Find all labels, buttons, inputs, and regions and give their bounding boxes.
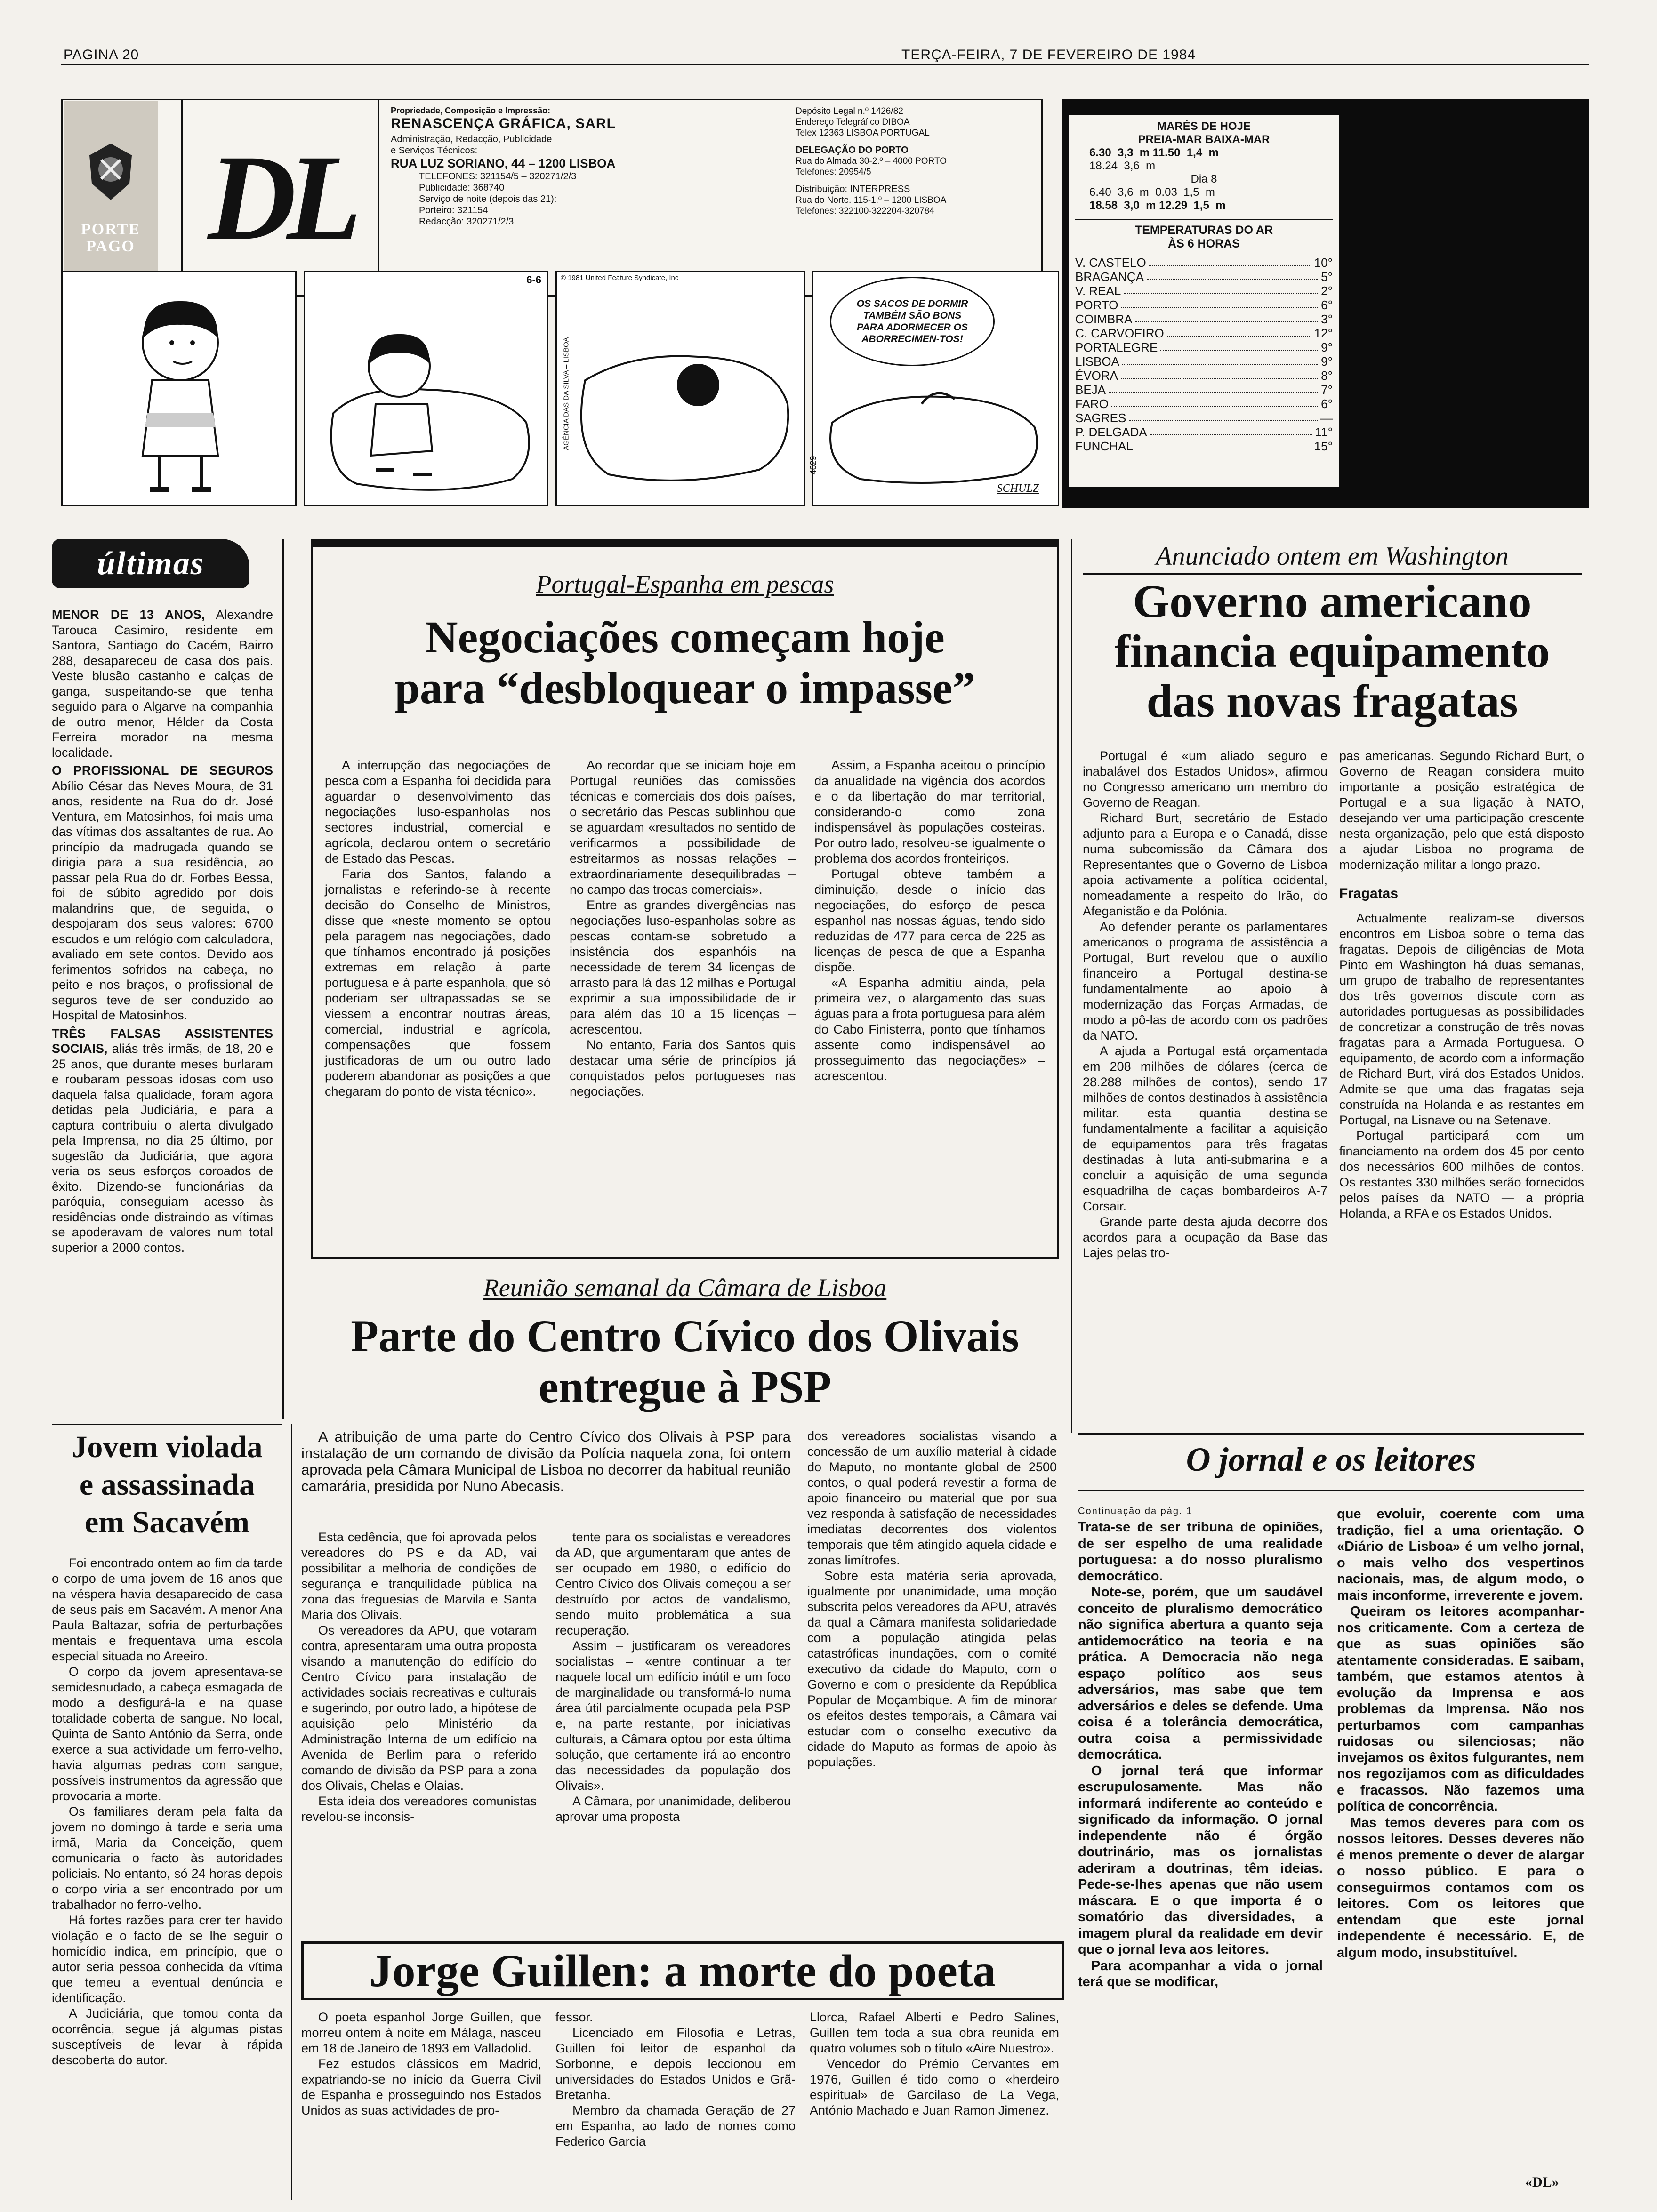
washington-col-1: Portugal é «um aliado seguro e inabalável dos Estados Unidos», afirmou no Congresso americano um membro do Governo de Reagan. Richard Burt, secretário de Estado adjunto para a Europa e o Canadá, disse numa subcomissão da Câmara dos Representantes que o Governo de Lisboa apoia activamente a política ocidental, nomeadamente a respeito do Irão, do Afeganistão e da Polónia. Ao defender perante os parlamentares americanos o programa de assistência a Portugal, Burt revelou que o auxílio financeiro a Portugal destina-se fundamentalmente ao apoio à modernização das Forças Armadas, de modo a pô-las de acordo com os padrões da NATO. A ajuda a Portugal está orçamentada em 208 milhões de dólares (cerca de 28.288 milhões de contos), sendo 17 milhões de contos destinados à assistência militar. esta quantia destina-se fundamentalmente a facilitar a aquisição de equipamentos para três fragatas destinadas à luta anti-submarina e a concluir a aquisição de uma segunda esquadrilha de caças bombardeiros A-7 Corsair. Grande parte desta ajuda decorre dos acordos para a ocupação da Base das Lajes pelas tro- bbox=[1083, 749, 1327, 1260]
speech-bubble bbox=[830, 277, 995, 366]
temp-row: BRAGANÇA 5° bbox=[1075, 270, 1333, 284]
ultimas-banner-text: últimas bbox=[97, 545, 204, 582]
tides-subtitle: PREIA-MAR BAIXA-MAR bbox=[1138, 133, 1270, 146]
legal-info: Depósito Legal n.º 1426/82 Endereço Telegráfico DIBOA Telex 12363 LISBOA PORTUGAL bbox=[796, 106, 930, 138]
masthead-owner-info bbox=[391, 106, 781, 292]
temp-row: V. REAL 2° bbox=[1075, 284, 1333, 298]
tides-row: 6.40 3,6 m 0.03 1,5 m bbox=[1089, 186, 1215, 199]
guillen-col-1: O poeta espanhol Jorge Guillen, que morreu ontem à noite em Málaga, nasceu em 18 de Janeiro de 1893 em Valladolid. Fez estudos clássicos em Madrid, expatriando-se no início da Guerra Civil de Espanha e prosseguindo nos Estados Unidos as suas actividades de pro- bbox=[301, 2010, 541, 2117]
tides-row: Dia 8 bbox=[1190, 173, 1217, 185]
porte-pago-label: PORTE PAGO bbox=[81, 221, 140, 255]
main-address: RUA LUZ SORIANO, 44 – 1200 LISBOA bbox=[391, 156, 616, 170]
temperatures-title: TEMPERATURAS DO AR ÀS 6 HORAS bbox=[1075, 219, 1333, 251]
sleeping-bag-icon bbox=[557, 272, 806, 507]
pescas-kicker: Portugal-Espanha em pescas bbox=[536, 570, 834, 598]
leitores-col-1: Trata-se de ser tribuna de opiniões, de ser espelho de uma realidade portuguesa: a do nosso pluralismo democrático. Note-se, porém, que um saudável conceito de pluralismo democrático não significa abertura a quanto seja antidemocrático na teoria e na prática. A Democracia não nega espaço político aos seus adversários, mas sabe que tem adversários e deles se defende. Uma coisa é a tolerância democrática, outra coisa a permissividade democrática. O jornal terá que informar escrupulosamente. Mas não informará indiferente ao conteúdo e significado da informação. O jornal independente não é órgão doutrinário, mas os jornalistas aderiram a doutrinas, têm ideias. Pede-se-lhes apenas que não usem máscara. E o que importa é o somatório das diversidades, a imagem plural da realidade em devir que o jornal leva aos leitores. Para acompanhar a vida o jornal terá que se modificar, bbox=[1078, 1520, 1323, 1989]
guillen-headline: Jorge Guillen: a morte do poeta bbox=[369, 1945, 996, 1996]
page-number: PAGINA 20 bbox=[64, 47, 139, 63]
sacavem-headline: Jovem violada e assassinada em Sacavém bbox=[72, 1430, 263, 1539]
temp-row: C. CARVOEIRO 12° bbox=[1075, 326, 1333, 340]
pescas-col-1: A interrupção das negociações de pesca com a Espanha foi decidida para aguardar o desenvolvimento das negociações luso-espanholas nos sectores industrial, comercial e agrícola, declarou ontem o secretário de Estado das Pescas. Faria dos Santos, falando a jornalistas e referindo-se à recente decisão do Conselho de Ministros, disse que «neste momento se optou pela paragem nas negociações, dado que tínhamos encontrado já posições extremas em relação à parte portuguesa e à parte espanhola, que só poderiam ser ultrapassadas se se viessem a encontrar noutras áreas, comercial, industrial e agrícola, compensações que fossem justificadoras de um ou outro lado poderem abandonar as posições a que chegaram do ponto de vista técnico». bbox=[325, 758, 551, 1098]
ultimas-item: TRÊS FALSAS ASSISTENTES SOCIAIS, aliás três irmãs, de 18, 20 e 25 anos, que durante meses burlaram e roubaram pessoas idosas com uso daquela falsa qualidade, foram agora detidas pela Judiciária, e para a captura contribuiu o alerta divulgado pela Imprensa, no dia 25 último, por sugestão da Judiciária, que agora veria os seus esforços coroados de êxito. Dizendo-se funcionárias da paróquia, conseguiam acesso às residências onde distraindo as vítimas se apoderavam de valores num total superior a 2000 contos. bbox=[52, 1026, 273, 1255]
column-rule bbox=[282, 539, 284, 1419]
temp-row: COIMBRA 3° bbox=[1075, 312, 1333, 326]
comic-agency: AGÊNCIA DAS DA SILVA – LISBOA bbox=[562, 337, 571, 450]
leitores-signature: «DL» bbox=[1525, 2174, 1559, 2190]
ultimas-banner bbox=[52, 539, 249, 588]
page-date: TERÇA-FEIRA, 7 DE FEVEREIRO DE 1984 bbox=[901, 47, 1196, 63]
temperature-list bbox=[1075, 256, 1333, 453]
tides-row: 18.24 3,6 m bbox=[1089, 160, 1156, 172]
washington-kicker-rule bbox=[1083, 573, 1582, 575]
temp-row: LISBOA 9° bbox=[1075, 354, 1333, 369]
guillen-col-3: Llorca, Rafael Alberti e Pedro Salines, Guillen tem toda a sua obra reunida em quatro volumes sob o título «Aire Nuestro». Vencedor do Prémio Cervantes em 1976, Guillen é tido como o «herdeiro espiritual» de Garcilaso de La Vega, António Machado e Juan Ramon Jimenez. bbox=[810, 2010, 1059, 2117]
washington-subhead: Fragatas bbox=[1339, 886, 1399, 901]
comic-panel-3 bbox=[555, 271, 805, 506]
temp-row: P. DELGADA 11° bbox=[1075, 425, 1333, 439]
comic-copyright: © 1981 United Feature Syndicate, Inc bbox=[561, 274, 679, 282]
owner-label: Propriedade, Composição e Impressão: bbox=[391, 106, 551, 115]
pescas-col-2: Ao recordar que se iniciam hoje em Portugal reuniões das comissões técnicas e comerciais dos dois países, o secretário das Pescas sublinhou que se aguardam «resultados no sentido de verificarmos a possibilidade de estreitarmos as nossas relações – extraordinariamente desequilibradas – no campo das trocas comerciais». Entre as grandes divergências nas negociações luso-espanholas sobre as pescas contam-se sobretudo a insistência dos espanhóis na necessidade de terem 34 licenças de arrasto para lá das 12 milhas e Portugal exprimir a sua impossibilidade de ir para além das 10 a 15 licenças – acrescentou. No entanto, Faria dos Santos quis destacar uma série de princípios já conquistados pelos portugueses nas negociações. bbox=[570, 758, 796, 1098]
comic-code: 4629 bbox=[808, 456, 818, 475]
guillen-col-2: fessor. Licenciado em Filosofia e Letras, Guillen foi leitor de espanhol da Sorbonne, e depois leccionou em universidades do Estados Unidos e Grã-Bretanha. Membro da chamada Geração de 27 em Espanha, ao lado de nomes como Federico Garcia bbox=[555, 2010, 796, 2148]
washington-col-2: pas americanas. Segundo Richard Burt, o Governo de Reagan considera muito importante a posição estratégica de Portugal e a sua ligação à NATO, desejando ver uma participação crescente nesta organização, pelo que está disposto a ajudar Lisboa no programa de modernização militar a longo prazo. Fragatas Actualmente realizam-se diversos encontros em Lisboa sobre o tema das fragatas. Depois de diligências de Mota Pinto em Washington há duas semanas, um grupo de trabalho de representantes dos três governos discute com as autoridades portuguesas as possibilidades de concretizar a construção de três novas fragatas para a Armada Portuguesa. O equipamento, de acordo com a informação de Richard Burt, virá dos Estados Unidos. Admite-se que uma das fragatas seja construída na Holanda e as restantes em Portugal, na Lisnave ou na Setenave. Portugal participará com um financiamento na ordem dos 45 por cento dos necessários 600 milhões de contos. Os restantes 330 milhões serão fornecidos pelos países da NATO — a própria Holanda, a RFA e os Estados Unidos. bbox=[1339, 749, 1584, 1220]
temp-row: ÉVORA 8° bbox=[1075, 369, 1333, 383]
olivais-headline: Parte do Centro Cívico dos Olivais entregue à PSP bbox=[351, 1311, 1019, 1412]
ultimas-item: MENOR DE 13 ANOS, Alexandre Tarouca Casimiro, residente em Santora, Santiago do Cacém, Bairro 288, desapareceu de casa dos pais. Veste blusão castanho e calças de ganga, suspeitando-se que tenha seguido para o Algarve na companhia de outro menor, Hélder da Costa Ferreira morador na mesma localidade. bbox=[52, 608, 273, 760]
speech-text: OS SACOS DE DORMIR TAMBÉM SÃO BONS PARA ADORMECER OS ABORRECIMEN-TOS! bbox=[856, 298, 968, 345]
masthead-legal-info bbox=[796, 106, 1036, 292]
header-rule bbox=[61, 64, 1589, 65]
phones-info: TELEFONES: 321154/5 – 320271/2/3 Publicidade: 368740 Serviço de noite (depois das 21): Porteiro: 321154 Redacção: 320271/2/3 bbox=[419, 171, 577, 227]
olivais-col-1: Esta cedência, que foi aprovada pelos vereadores do PS e da AD, vai possibilitar a melhoria de condições de segurança e tranquilidade pública na zona das freguesias de Marvila e Santa Maria dos Olivais. Os vereadores da APU, que votaram contra, apresentaram uma outra proposta visando a manutenção do edifício do Centro Cívico para instalação de actividades sociais recreativas e culturais e sugerindo, por outro lado, a hipótese de aquisição pelo Ministério da Administração Interna de um edifício na Avenida de Berlim para o referido comando de divisão da PSP para a zona dos Olivais, Chelas e Olaias. Esta ideia dos vereadores comunistas revelou-se inconsis- bbox=[301, 1530, 537, 1824]
olivais-col-3: dos vereadores socialistas visando a concessão de um auxílio material à cidade do Maputo, no montante global de 2500 contos, o qual poderá revestir a forma de apoio financeiro ou material que por sua vez responda à satisfação de necessidades imediatas decorrentes dos violentos temporais que têm atingido aquela cidade e zonas limítrofes. Sobre esta matéria seria aprovada, igualmente por unanimidade, uma moção subscrita pelos vereadores da APU, através da qual a Câmara manifesta solidariedade com a população atingida pelas catastróficas inundações, com o comité executivo da cidade do Maputo, com o Governo e com o presidente da República Popular de Moçambique. A fim de minorar os efeitos destes temporais, a Câmara vai estudar com o conselho executivo da cidade do Maputo as formas de apoio às populações. bbox=[807, 1429, 1057, 1769]
lucy-sleeping-bag-icon bbox=[305, 272, 550, 507]
dl-logo-text: DL bbox=[208, 129, 353, 265]
leitores-top-rule bbox=[1078, 1433, 1584, 1435]
tides-title: MARÉS DE HOJE bbox=[1157, 120, 1251, 133]
comic-signature: SCHULZ bbox=[997, 482, 1039, 495]
distrib-info: Rua do Norte. 115-1.º – 1200 LISBOA Telefones: 322100-322204-320784 bbox=[796, 195, 947, 216]
sacavem-top-rule bbox=[52, 1424, 282, 1425]
comic-date-mark: 6-6 bbox=[526, 274, 541, 286]
pescas-top-bar bbox=[311, 539, 1059, 547]
temp-row: V. CASTELO 10° bbox=[1075, 256, 1333, 270]
temp-row: SAGRES — bbox=[1075, 411, 1333, 425]
temp-row: PORTO 6° bbox=[1075, 298, 1333, 312]
comic-panel-1 bbox=[61, 271, 297, 506]
washington-headline: Governo americano financia equipamento das novas fragatas bbox=[1114, 575, 1550, 727]
comic-panel-2 bbox=[304, 271, 548, 506]
column-rule bbox=[1071, 539, 1072, 1433]
leitores-mid-rule bbox=[1078, 1490, 1584, 1491]
olivais-lead: A atribuição de uma parte do Centro Cívico dos Olivais à PSP para instalação de um comando de divisão da Polícia naquela zona, foi ontem aprovada pela Câmara Municipal de Lisboa no decorrer da habitual reunião camarária, presidida por Nuno Abecasis. bbox=[301, 1428, 791, 1494]
column-rule bbox=[291, 1424, 292, 2200]
pescas-col-3: Assim, a Espanha aceitou o princípio da anualidade na vigência dos acordos e o da libertação do mar territorial, considerando-o como zona indispensável às populações costeiras. Por outro lado, resolveu-se igualmente o problema dos acordos fronteiriços. Portugal obteve também a diminuição, desde o início das negociações, do esforço de pesca espanhol nas nossas águas, tendo sido reduzidas de 477 para cerca de 225 as licenças de pesca de que a Espanha dispõe. «A Espanha admitiu ainda, pela primeira vez, o alargamento das suas águas para a frota portuguesa para além do Cabo Finisterra, ponto que tínhamos assente como indispensável ao prosseguimento das negociações» – acrescentou. bbox=[814, 758, 1045, 1083]
comic-panel-4 bbox=[808, 271, 1059, 506]
washington-kicker: Anunciado ontem em Washington bbox=[1156, 542, 1509, 571]
leitores-col-2: que evoluir, coerente com uma tradição, fiel a uma orientação. O «Diário de Lisboa» é um velho jornal, o mais velho dos vespertinos nacionais, mas, de algum modo, o mais inconforme, irreverente e jovem. Queiram os leitores acompanhar-nos criticamente. Com a certeza de que as suas opiniões são atentamente consideradas. E saibam, também, que estamos atentos à evolução da Imprensa e aos problemas da Imprensa. Não nos perturbamos com campanhas ruidosas ou silenciosas; não invejamos os êxitos fulgurantes, nem nos regozijamos com as dificuldades e fracassos. Não fazemos uma política de concorrência. Mas temos deveres para com os nossos leitores. Desses deveres não é menos premente o dever de alargar o nosso público. E para o conseguirmos contamos com os leitores. Com os leitores que entendam que este jornal independente é necessário. E, de algum modo, insubstituível. bbox=[1337, 1507, 1584, 1960]
tides-row: 18.58 3,0 m 12.29 1,5 m bbox=[1089, 199, 1226, 212]
dl-logo bbox=[181, 100, 379, 296]
sacavem-body: Foi encontrado ontem ao fim da tarde o corpo de uma jovem de 16 anos que na véspera havia desaparecido de casa de seus pais em Sacavém. A menor Ana Paula Baltazar, sofria de perturbações mentais e frequentava uma escola especial situada no Areeiro. O corpo da jovem apresentava-se semidesnudado, a cabeça esmagada de modo a desfigurá-la e na quase totalidade coberta de sangue. No local, Quinta de Santo António da Serra, onde exerce a sua actividade um ferro-velho, havia algumas pedras com sangue, possíveis instrumentos da agressão que provocaria a morte. Os familiares deram pela falta da jovem no domingo à tarde e seria uma irmã, Maria da Conceição, quem comunicaria o facto às autoridades policiais. No entanto, só 24 horas depois o corpo viria a ser encontrado por um trabalhador no ferro-velho. Há fortes razões para crer ter havido violação e o facto de se lhe seguir o homicídio indica, em princípio, que o autor seria pessoa conhecida da vítima que temeu a eventual denúncia e identificação. A Judiciária, que tomou conta da ocorrência, segue já algumas pistas susceptíveis de levar à rápida descoberta do autor. bbox=[52, 1556, 282, 2067]
distrib-label: Distribuição: INTERPRESS bbox=[796, 184, 910, 194]
temp-row: FARO 6° bbox=[1075, 397, 1333, 411]
porto-label: DELEGAÇÃO DO PORTO bbox=[796, 145, 909, 155]
lucy-standing-icon bbox=[63, 272, 298, 507]
temp-row: FUNCHAL 15° bbox=[1075, 439, 1333, 453]
ultimas-item: O PROFISSIONAL DE SEGUROS Abílio César das Neves Moura, de 31 anos, residente na Rua do dr. José Ventura, em Matosinhos, foi mais uma das vítimas dos assaltantes de rua. Ao princípio da madrugada quando se dirigia para a sua residência, ao passar pela Rua do dr. Forbes Bessa, foi de súbito agredido por dois malandrins que, de seguida, o despojaram dos seus valores: 6700 escudos e um relógio com calculadora, avaliado em sete contos. Devido aos ferimentos sofridos na cabeça, no peito e nos braços, o profissional de seguros teve de ser conduzido ao Hospital de Matosinhos. bbox=[52, 763, 273, 1022]
owner-name: RENASCENÇA GRÁFICA, SARL bbox=[391, 116, 616, 131]
pescas-headline: Negociações começam hoje para “desbloquear o impasse” bbox=[394, 612, 975, 713]
porto-info: Rua do Almada 30-2.º – 4000 PORTO Telefones: 20954/5 bbox=[796, 156, 947, 177]
leitores-headline: O jornal e os leitores bbox=[1186, 1441, 1476, 1478]
tides-row: 6.30 3,3 m 11.50 1,4 m bbox=[1089, 146, 1219, 159]
crest-icon bbox=[82, 141, 139, 202]
olivais-kicker: Reunião semanal da Câmara de Lisboa bbox=[483, 1274, 887, 1302]
temp-row: PORTALEGRE 9° bbox=[1075, 340, 1333, 354]
olivais-col-2: tente para os socialistas e vereadores da AD, que argumentaram que antes de ser ocupado em 1980, o edifício do Centro Cívico dos Olivais começou a ser destruído por actos de vandalismo, sendo muito problemática a sua recuperação. Assim – justificaram os vereadores socialistas – «entre continuar a ter naquele local um edifício inútil e um foco de marginalidade ou transformá-lo numa área útil parcialmente ocupada pela PSP e, na parte restante, por iniciativas culturais, a Câmara optou por esta última solução, que certamente irá ao encontro das necessidades da população dos Olivais». A Câmara, por unanimidade, deliberou aprovar uma proposta bbox=[555, 1530, 791, 1824]
weather-panel bbox=[1069, 115, 1339, 487]
ultimas-body bbox=[52, 607, 273, 1431]
guillen-box bbox=[301, 1941, 1064, 2000]
admin-info: Administração, Redacção, Publicidade e Serviços Técnicos: bbox=[391, 134, 552, 156]
leitores-continuation: Continuação da pág. 1 bbox=[1078, 1506, 1193, 1516]
temp-row: BEJA 7° bbox=[1075, 383, 1333, 397]
